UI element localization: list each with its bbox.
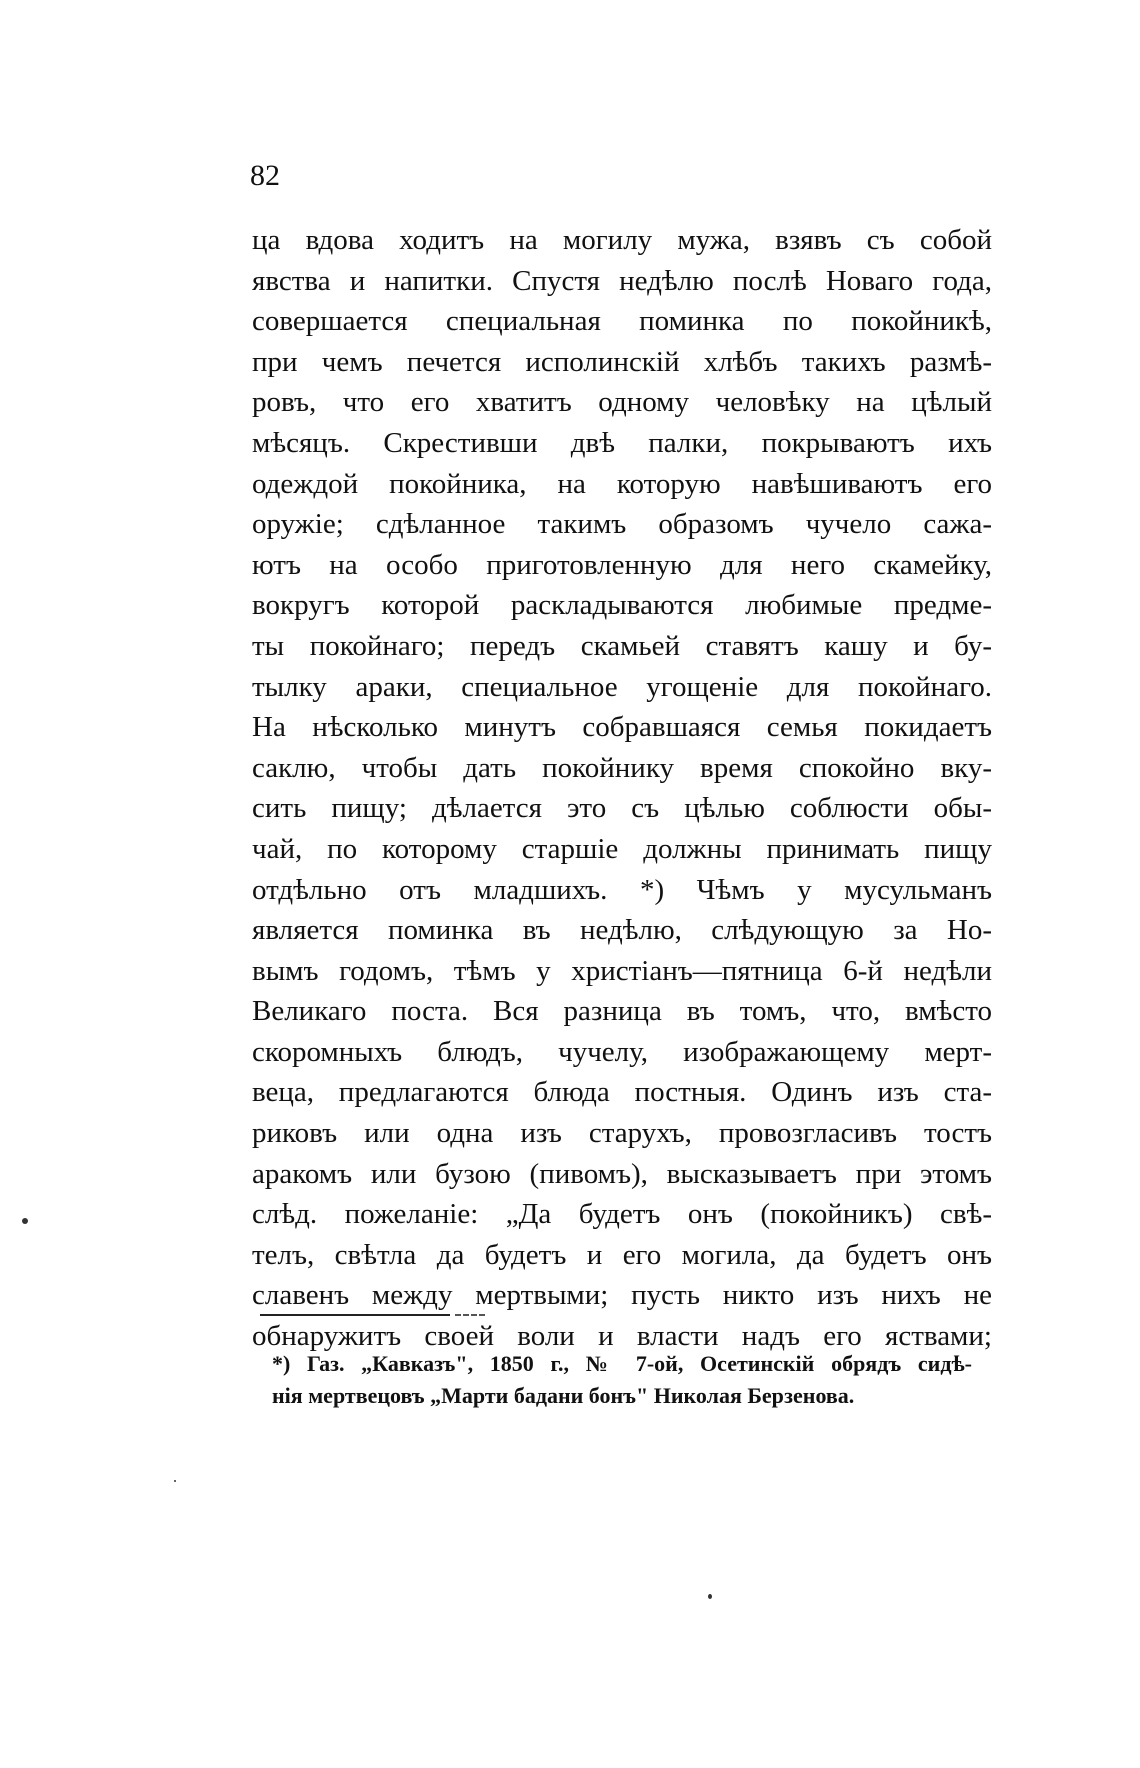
- footnote-line: нія мертвецовъ „Марти бадани бонъ" Николая Берзенова.: [272, 1383, 855, 1408]
- body-text: [252, 220, 992, 1357]
- text-line: На нѣсколько минутъ собравшаяся семья покидаетъ: [252, 711, 992, 744]
- text-line: саклю, чтобы дать покойнику время спокойно вку-: [252, 751, 992, 784]
- page-number: 82: [250, 159, 280, 192]
- text-line: телъ, свѣтла да будетъ и его могила, да будетъ онъ: [252, 1238, 992, 1271]
- scan-speck: [22, 1218, 28, 1224]
- text-line: чай, по которому старшіе должны принимать пищу: [252, 832, 992, 865]
- text-line: риковъ или одна изъ старухъ, провозгласивъ тостъ: [252, 1117, 992, 1150]
- text-line: отдѣльно отъ младшихъ. *) Чѣмъ у мусульманъ: [252, 873, 992, 906]
- scan-speck: [708, 1594, 712, 1599]
- text-line: ютъ на особо приготовленную для него скамейку,: [252, 548, 992, 581]
- text-line: совершается специальная поминка по покойникѣ,: [252, 305, 992, 338]
- text-line: слѣд. пожеланіе: „Да будетъ онъ (покойникъ) свѣ-: [252, 1198, 992, 1231]
- text-line: Великаго поста. Вся разница въ томъ, что, вмѣсто: [252, 995, 992, 1028]
- text-line: оружіе; сдѣланное такимъ образомъ чучело сажа-: [252, 508, 992, 541]
- scan-speck: [174, 1480, 176, 1482]
- text-line: ца вдова ходитъ на могилу мужа, взявъ съ собой: [252, 224, 992, 256]
- text-line: вымъ годомъ, тѣмъ у христіанъ—пятница 6-й недѣли: [252, 954, 992, 987]
- text-line: славенъ между мертвыми; пусть никто изъ нихъ не: [252, 1279, 992, 1312]
- text-line: скоромныхъ блюдъ, чучелу, изображающему мерт-: [252, 1035, 992, 1068]
- text-line: вокругъ которой раскладываются любимые предме-: [252, 589, 992, 622]
- text-line: одеждой покойника, на которую навѣшиваютъ его: [252, 467, 992, 500]
- text-line: мѣсяцъ. Скрестивши двѣ палки, покрываютъ ихъ: [252, 426, 992, 459]
- footnote: [272, 1348, 972, 1412]
- footnote-line: *) Газ. „Кавказъ", 1850 г., № 7-ой, Осетинскій обрядъ сидѣ-: [272, 1351, 972, 1376]
- text-line: веца, предлагаются блюда постныя. Одинъ изъ ста-: [252, 1076, 992, 1109]
- text-line: при чемъ печется исполинскій хлѣбъ такихъ размѣ-: [252, 345, 992, 378]
- text-line: сить пищу; дѣлается это съ цѣлью соблюсти обы-: [252, 792, 992, 825]
- text-line: явства и напитки. Спустя недѣлю послѣ Новаго года,: [252, 264, 992, 297]
- text-line: аракомъ или бузою (пивомъ), высказываетъ при этомъ: [252, 1157, 992, 1190]
- text-line: является поминка въ недѣлю, слѣдующую за Но-: [252, 914, 992, 947]
- text-line: обнаружитъ своей воли и власти надъ его яствами;: [252, 1320, 992, 1353]
- text-line: ты покойнаго; передъ скамьей ставятъ кашу и бу-: [252, 629, 992, 662]
- text-line: ровъ, что его хватитъ одному человѣку на цѣлый: [252, 386, 992, 419]
- footnote-rule-tail: [455, 1314, 485, 1316]
- footnote-rule: [260, 1314, 450, 1316]
- text-line: тылку араки, специальное угощеніе для покойнаго.: [252, 670, 992, 703]
